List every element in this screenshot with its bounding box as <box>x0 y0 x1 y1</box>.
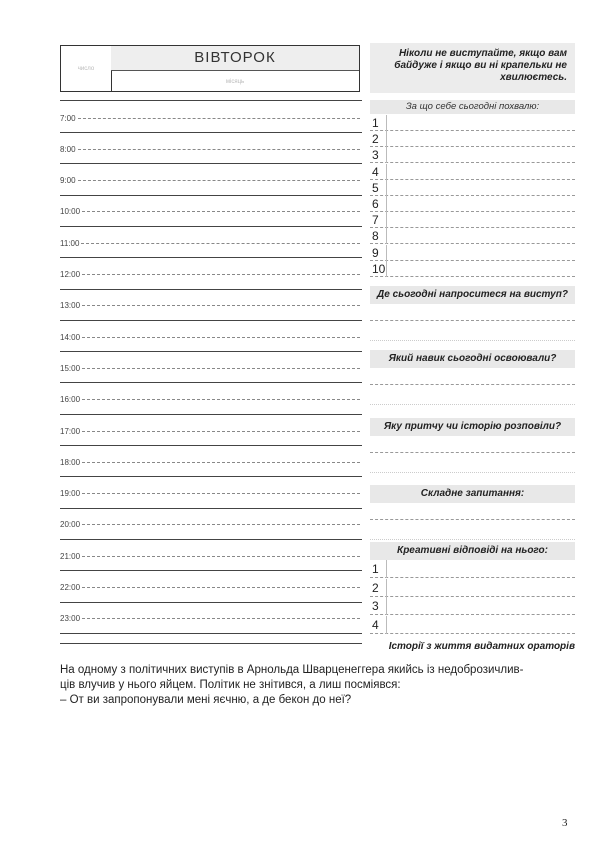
time-slot[interactable] <box>60 456 360 468</box>
item-number: 1 <box>370 560 387 578</box>
hour-divider <box>60 320 362 321</box>
hour-divider <box>60 602 362 603</box>
praise-item[interactable] <box>370 164 575 180</box>
time-label: 23:00 <box>60 614 81 624</box>
time-slot[interactable] <box>60 362 360 374</box>
time-slot[interactable] <box>60 112 360 124</box>
time-slot[interactable] <box>60 206 360 218</box>
day-header <box>60 45 360 92</box>
time-label: 21:00 <box>60 551 81 561</box>
quote-box: Ніколи не виступайте, якщо вам байдуже і якщо ви ні крапельки не хвилюєтесь. <box>370 43 575 93</box>
stories-title: Історії з життя видатних ораторів <box>388 641 575 652</box>
dashed-line <box>82 587 360 588</box>
answer-item[interactable] <box>370 560 575 578</box>
time-label: 15:00 <box>60 363 81 373</box>
praise-item[interactable] <box>370 245 575 261</box>
dashed-line <box>82 211 360 212</box>
time-slot[interactable] <box>60 143 360 155</box>
dashed-line <box>82 556 360 557</box>
praise-item[interactable] <box>370 115 575 131</box>
hour-divider <box>60 382 362 383</box>
time-label: 8:00 <box>60 144 76 154</box>
item-number: 4 <box>370 164 387 180</box>
answers-title: Креативні відповіді на нього: <box>370 542 575 560</box>
month-field[interactable]: місяць <box>225 79 245 85</box>
dashed-line <box>78 180 360 181</box>
dashed-line <box>82 524 360 525</box>
praise-title: За що себе сьогодні похвалю: <box>370 100 575 114</box>
time-slot[interactable] <box>60 550 360 562</box>
answer-item[interactable] <box>370 579 575 597</box>
story-line: – От ви запропонували мені яєчню, а де бекон до неї? <box>60 694 352 706</box>
hour-divider <box>60 414 362 415</box>
time-label: 7:00 <box>60 113 76 123</box>
answer-line[interactable] <box>370 404 575 405</box>
hour-divider <box>60 539 362 540</box>
divider <box>60 100 362 101</box>
hour-divider <box>60 476 362 477</box>
hour-divider <box>60 351 362 352</box>
item-number: 1 <box>370 115 387 131</box>
praise-item[interactable] <box>370 147 575 163</box>
item-number: 7 <box>370 212 387 228</box>
answer-item[interactable] <box>370 616 575 634</box>
praise-item[interactable] <box>370 131 575 147</box>
dashed-line <box>82 274 360 275</box>
hour-divider <box>60 289 362 290</box>
answer-line[interactable] <box>370 519 575 520</box>
answer-line[interactable] <box>370 320 575 321</box>
dashed-line <box>82 493 360 494</box>
time-label: 16:00 <box>60 395 81 405</box>
time-label: 22:00 <box>60 583 81 592</box>
section-title: Яку притчу чи історію розповіли? <box>370 418 575 436</box>
time-slot[interactable] <box>60 237 360 249</box>
time-slot[interactable] <box>60 613 360 625</box>
item-number: 2 <box>370 579 387 597</box>
item-number: 9 <box>370 245 387 261</box>
time-slot[interactable] <box>60 300 360 312</box>
time-slot[interactable] <box>60 488 360 500</box>
praise-item[interactable] <box>370 212 575 228</box>
praise-item[interactable] <box>370 196 575 212</box>
time-slot[interactable] <box>60 519 360 531</box>
item-number: 10 <box>372 261 386 276</box>
item-number: 6 <box>370 196 387 212</box>
answer-line[interactable] <box>370 539 575 540</box>
hour-divider <box>60 508 362 509</box>
dashed-line <box>82 368 360 369</box>
item-number: 2 <box>370 131 387 147</box>
time-label: 10:00 <box>60 207 81 217</box>
hour-divider <box>60 226 362 227</box>
item-number: 3 <box>370 597 387 615</box>
time-label: 19:00 <box>60 489 81 499</box>
answer-line[interactable] <box>370 452 575 453</box>
dashed-line <box>82 431 360 432</box>
answer-line[interactable] <box>370 384 575 385</box>
dashed-line <box>78 118 360 119</box>
time-label: 18:00 <box>60 457 81 467</box>
hour-divider <box>60 633 362 634</box>
time-label: 12:00 <box>60 270 81 279</box>
time-label: 11:00 <box>60 238 80 248</box>
hour-divider <box>60 163 362 164</box>
item-number: 4 <box>370 616 387 634</box>
time-slot[interactable] <box>60 175 360 187</box>
story-line: На одному з політичних виступів в Арнольда Шварценеггера якийсь із недоброзичлив- <box>60 664 524 676</box>
time-slot[interactable] <box>60 582 360 594</box>
day-title: ВІВТОРОК <box>111 46 359 71</box>
answer-line[interactable] <box>370 340 575 341</box>
dashed-line <box>82 618 360 619</box>
time-slot[interactable] <box>60 425 360 437</box>
time-label: 14:00 <box>60 332 81 342</box>
time-label: 20:00 <box>60 520 81 530</box>
time-slot[interactable] <box>60 269 360 281</box>
hour-divider <box>60 195 362 196</box>
time-slot[interactable] <box>60 331 360 343</box>
praise-item[interactable] <box>370 261 575 277</box>
story-text <box>60 663 560 708</box>
item-number: 8 <box>370 228 387 244</box>
divider <box>60 643 362 644</box>
time-label: 17:00 <box>60 426 81 436</box>
dashed-line <box>81 243 360 244</box>
praise-item[interactable] <box>370 228 575 244</box>
section-title: Де сьогодні напроситеся на виступ? <box>370 286 575 304</box>
dashed-line <box>82 305 360 306</box>
answer-item[interactable] <box>370 597 575 615</box>
hour-divider <box>60 570 362 571</box>
answer-line[interactable] <box>370 472 575 473</box>
praise-item[interactable] <box>370 180 575 196</box>
story-line: ців влучив у нього яйцем. Політик не знітився, а лиш посміявся: <box>60 679 401 691</box>
hour-divider <box>60 257 362 258</box>
dashed-line <box>82 337 360 338</box>
section-title: Який навик сьогодні освоювали? <box>370 350 575 368</box>
item-number: 3 <box>370 147 387 163</box>
hour-divider <box>60 445 362 446</box>
section-title: Складне запитання: <box>370 485 575 503</box>
date-field[interactable]: число <box>61 46 112 91</box>
dashed-line <box>82 399 360 400</box>
time-slot[interactable] <box>60 394 360 406</box>
time-label: 9:00 <box>60 176 76 186</box>
time-label: 13:00 <box>60 301 81 311</box>
hour-divider <box>60 132 362 133</box>
item-number: 5 <box>370 180 387 196</box>
dashed-line <box>78 149 360 150</box>
dashed-line <box>82 462 360 463</box>
page-number: 3 <box>562 817 568 829</box>
